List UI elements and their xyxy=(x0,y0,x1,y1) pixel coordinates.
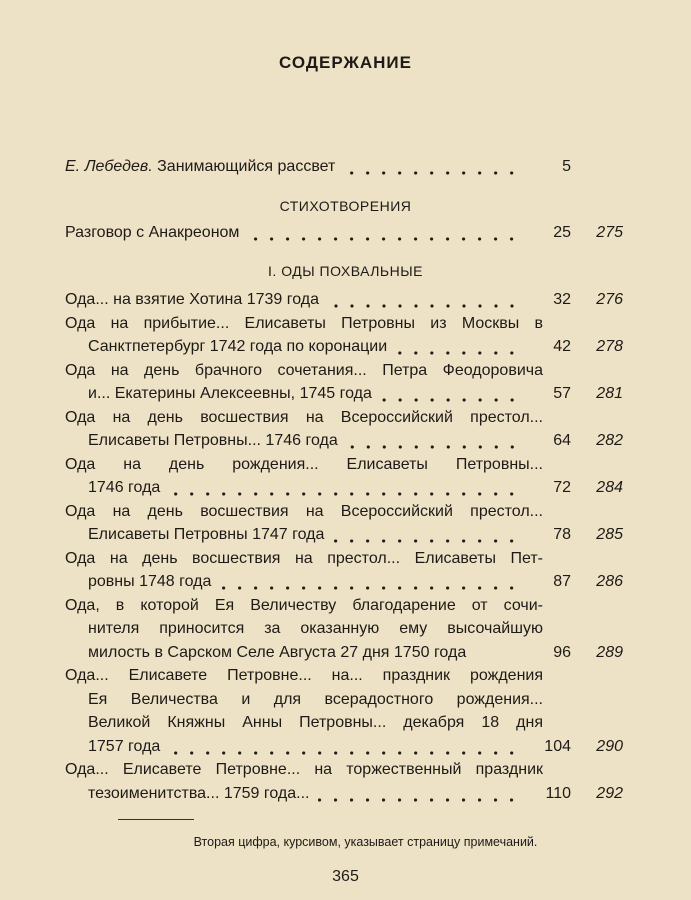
note-page-ref: 290 xyxy=(596,737,623,755)
entry-text: нителя приносится за оказанную ему высочайшую xyxy=(88,620,543,637)
page-ref: 87 xyxy=(553,573,571,590)
note-page-ref: 285 xyxy=(596,526,623,543)
entry-text: милость в Сарском Селе Августа 27 дня 1750 года xyxy=(88,643,467,661)
toc-entries xyxy=(0,288,691,805)
entry-text: Ея Величества и для всерадостного рождения... xyxy=(88,690,543,708)
section-heading-odes: I. ОДЫ ПОХВАЛЬНЫЕ xyxy=(268,263,423,279)
toc-entry-line xyxy=(65,288,623,312)
toc-entry-line xyxy=(88,523,623,547)
toc-entry-line xyxy=(88,641,623,665)
entry-text: Ода на прибытие... Елисаветы Петровны из Москвы в xyxy=(65,314,543,332)
dot-leader xyxy=(393,335,520,359)
note-page-ref: 289 xyxy=(596,643,623,661)
dot-leader xyxy=(325,288,520,312)
entry-title: Разговор с Анакреоном xyxy=(65,223,240,241)
note-page-ref: 292 xyxy=(596,784,623,802)
toc-entry-line xyxy=(65,406,543,430)
toc-entry-line xyxy=(88,711,543,735)
dot-leader xyxy=(330,523,520,547)
entry-text: Ода на день восшествия на престол... Елисаветы Пет- xyxy=(65,549,543,567)
page-ref: 78 xyxy=(553,526,571,543)
footnote: Вторая цифра, курсивом, указывает страницу примечаний. xyxy=(193,835,538,849)
toc-entry-intro xyxy=(65,155,623,179)
entry-text: тезоименитства... 1759 года... xyxy=(88,784,310,802)
toc-entry-line xyxy=(65,500,543,524)
dot-leader xyxy=(378,382,520,406)
note-page-ref: 286 xyxy=(596,573,623,590)
page-ref: 96 xyxy=(553,643,571,661)
dot-leader xyxy=(472,641,520,665)
entry-text: Ода... Елисавете Петровне... на торжественный праздник xyxy=(65,761,543,778)
toc-entry-line xyxy=(88,382,623,406)
dot-leader xyxy=(344,429,520,453)
page-ref: 25 xyxy=(553,223,571,241)
toc-entry-line xyxy=(65,359,543,383)
note-page-ref: 276 xyxy=(596,291,623,308)
page-ref: 72 xyxy=(553,479,571,496)
entry-text: Ода на день брачного сочетания... Петра Феодоровича xyxy=(65,361,543,379)
toc-entry-line xyxy=(65,664,543,688)
entry-text: Елисаветы Петровны... 1746 года xyxy=(88,432,338,449)
toc-entry-line xyxy=(65,547,543,571)
page-ref: 64 xyxy=(553,432,571,449)
entry-text: Ода, в которой Ея Величеству благодарение от сочи- xyxy=(65,596,543,614)
dot-leader xyxy=(315,782,520,806)
toc-entry-line xyxy=(88,688,543,712)
page-ref: 42 xyxy=(553,338,571,355)
entry-text: 1757 года xyxy=(88,737,161,755)
entry-text: 1746 года xyxy=(88,479,161,496)
toc-entry-line xyxy=(65,758,543,782)
note-page-ref: 275 xyxy=(596,223,623,241)
dot-leader xyxy=(217,570,520,594)
page-ref: 110 xyxy=(545,784,571,802)
entry-text: Елисаветы Петровны 1747 года xyxy=(88,526,325,543)
toc-entry-line xyxy=(88,617,543,641)
toc-entry-line xyxy=(65,594,543,618)
toc-entry-line xyxy=(65,453,543,477)
section-heading-poems: СТИХОТВОРЕНИЯ xyxy=(279,197,412,214)
dot-leader xyxy=(341,155,520,179)
intro-author: Е. Лебедев. xyxy=(65,158,153,175)
dot-leader xyxy=(166,735,520,759)
toc-entry-poem xyxy=(65,221,623,245)
page-ref: 5 xyxy=(562,158,571,175)
toc-entry-line xyxy=(88,429,623,453)
footnote-rule xyxy=(118,819,194,820)
entry-text: Санктпетербург 1742 года по коронации xyxy=(88,338,388,355)
page-ref: 104 xyxy=(544,737,571,755)
intro-title: Занимающийся рассвет xyxy=(157,158,336,175)
dot-leader xyxy=(245,221,520,245)
entry-text: и... Екатерины Алексеевны, 1745 года xyxy=(88,385,372,402)
entry-text: Ода на день восшествия на Всероссийский престол... xyxy=(65,408,543,426)
note-page-ref: 284 xyxy=(596,479,623,496)
toc-entry-line xyxy=(88,476,623,500)
note-page-ref: 281 xyxy=(596,385,623,402)
dot-leader xyxy=(166,476,520,500)
page-number: 365 xyxy=(332,868,359,885)
note-page-ref: 282 xyxy=(596,432,623,449)
entry-text: Ода... Елисавете Петровне... на... праздник рождения xyxy=(65,667,543,684)
entry-text: Ода... на взятие Хотина 1739 года xyxy=(65,291,320,308)
toc-entry-line xyxy=(88,335,623,359)
entry-text: Великой Княжны Анны Петровны... декабря 18 дня xyxy=(88,714,543,731)
page-ref: 57 xyxy=(553,385,571,402)
entry-text: ровны 1748 года xyxy=(88,573,212,590)
toc-entry-line xyxy=(88,782,623,806)
toc-entry-line xyxy=(65,312,543,336)
entry-text: Ода на день восшествия на Всероссийский престол... xyxy=(65,502,543,520)
note-page-ref: 278 xyxy=(596,338,623,355)
entry-text: Ода на день рождения... Елисаветы Петровны... xyxy=(65,455,543,473)
page-ref: 32 xyxy=(553,291,571,308)
page-title: СОДЕРЖАНИЕ xyxy=(279,53,412,72)
toc-entry-line xyxy=(88,570,623,594)
toc-entry-line xyxy=(88,735,623,759)
